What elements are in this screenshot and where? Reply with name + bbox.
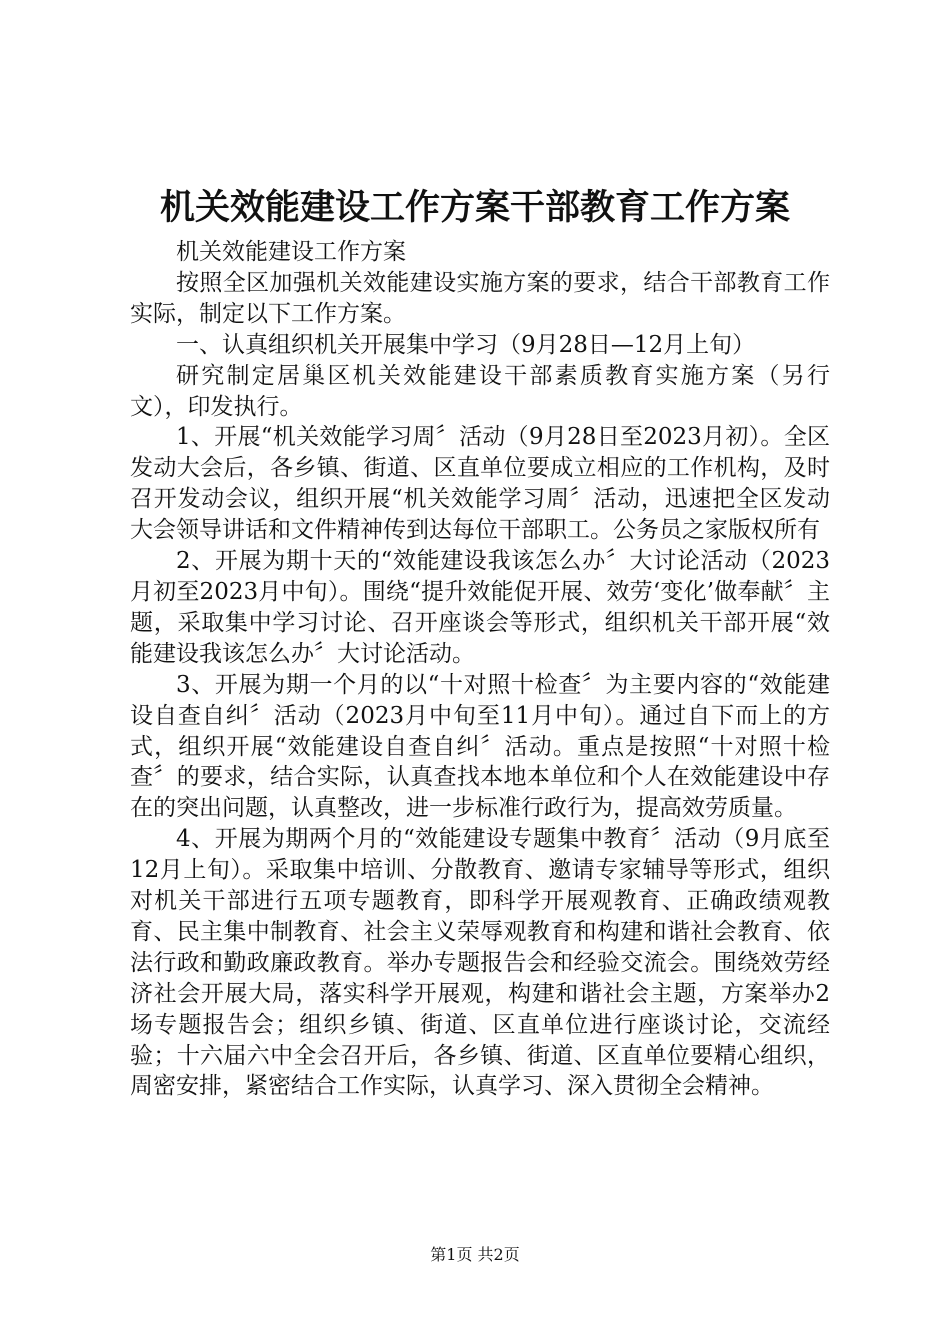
paragraph-item-1: 1、开展“机关效能学习周〞活动（9月28日至2023月初）。全区发动大会后，各乡镇、街道、区直单位要成立相应的工作机构，及时召开发动会议，组织开展“机关效能学习周〞活动，迅速把全区发动大会领导讲话和文件精神传到达每位干部职工。公务员之家版权所有 (130, 424, 830, 544)
paragraph-intro: 按照全区加强机关效能建设实施方案的要求，结合干部教育工作实际，制定以下工作方案。 (130, 269, 830, 327)
paragraph-plan: 研究制定居巢区机关效能建设干部素质教育实施方案（另行文），印发执行。 (130, 362, 830, 420)
paragraph-item-3: 3、开展为期一个月的以“十对照十检查〞为主要内容的“效能建设自查自纠〞活动（2023月中旬至11月中旬）。通过自下而上的方式，组织开展“效能建设自查自纠〞活动。重点是按照“十对照十检查〞的要求，结合实际，认真查找本地本单位和个人在效能建设中存在的突出问题，认真整改，进一步标准行政行为，提高效劳质量。 (130, 671, 830, 822)
document-body (130, 237, 830, 1102)
page-footer: 第1页 共2页 (430, 1245, 520, 1264)
document-title: 机关效能建设工作方案干部教育工作方案 (159, 187, 790, 228)
paragraph-item-4: 4、开展为期两个月的“效能建设专题集中教育〞活动（9月底至12月上旬）。采取集中培训、分散教育、邀请专家辅导等形式，组织对机关干部进行五项专题教育，即科学开展观教育、正确政绩观教育、民主集中制教育、社会主义荣辱观教育和构建和谐社会教育、依法行政和勤政廉政教育。举办专题报告会和经验交流会。围绕效劳经济社会开展大局，落实科学开展观，构建和谐社会主题，方案举办2场专题报告会；组织乡镇、街道、区直单位进行座谈讨论，交流经验；十六届六中全会召开后，各乡镇、街道、区直单位要精心组织，周密安排，紧密结合工作实际，认真学习、深入贯彻全会精神。 (130, 826, 830, 1100)
paragraph-subtitle: 机关效能建设工作方案 (176, 239, 406, 265)
paragraph-item-2: 2、开展为期十天的“效能建设我该怎么办〞大讨论活动（2023月初至2023月中旬）。围绕“提升效能促开展、效劳‘变化’做奉献〞主题，采取集中学习讨论、召开座谈会等形式，组织机关干部开展“效能建设我该怎么办〞大讨论活动。 (130, 548, 830, 667)
section-heading-1: 一、认真组织机关开展集中学习（9月28日—12月上旬） (176, 331, 756, 358)
